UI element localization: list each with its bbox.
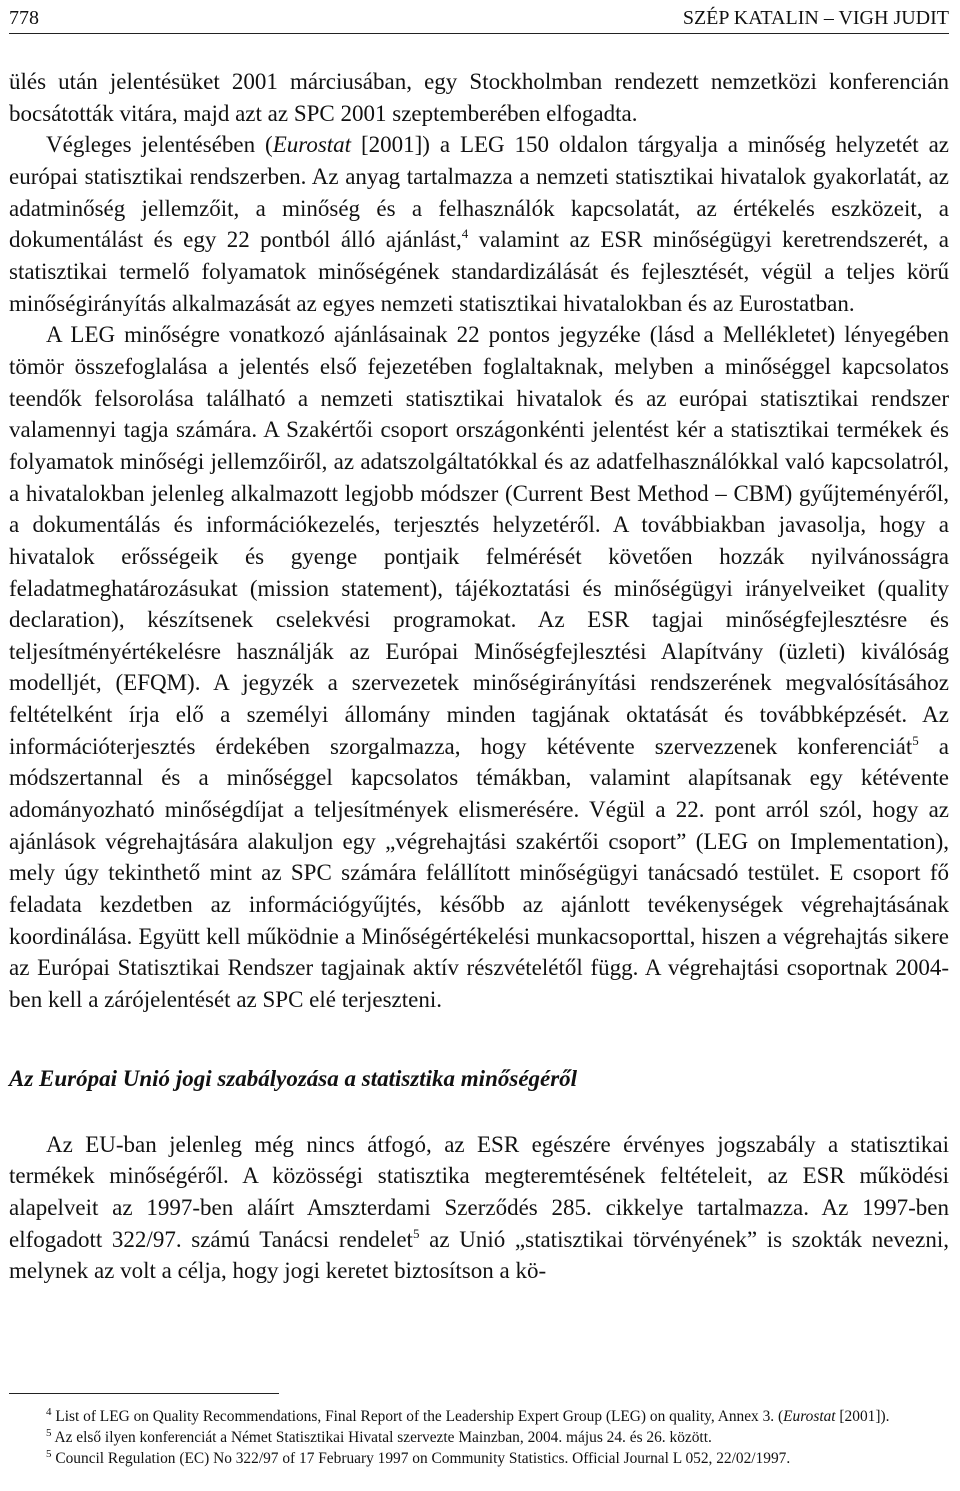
footnote-ref-4[interactable]: 4: [461, 226, 469, 242]
footnote-divider: [9, 1393, 279, 1394]
footnote-5b: [9, 1448, 949, 1469]
paragraph-text: [2001]) a LEG 150 oldalon tárgyalja a minőség helyzetét az európai statisztikai rendszerben. Az anyag tartalmazza a nemzeti statisztikai hivatalok gyakorlatát, az adatminőség jellemzőit, a minőség és a felhasználók kapcsolatát, az értékelés eszközeit, a dokumentálást és egy 22 pontból álló ajánlást,: [9, 132, 949, 253]
paragraph-text: a módszertannal és a minőséggel kapcsolatos témákban, valamint alapítsanak egy kétévente adományozható minőségdíjat a teljesítmények elismerésére. Végül a 22. pont arról szól, hogy az ajánlások végrehajtására alakuljon egy „végrehajtási szakértői csoport” (LEG on Implementation), mely úgy tekinthető mint az SPC számára felállított minőségügyi tanácsadó testület. E csoport fő feladata kezdetben az információgyűjtés, később az ajánlott tevékenységek végrehajtásának koordinálása. Együtt kell működnie a Minőségértékelési munkacsoporttal, hiszen a végrehajtás sikere az Európai Statisztikai Rendszer tagjainak aktív részvételétől függ. A végrehajtási csoportnak 2004-ben kell a zárójelentését az SPC elé terjeszteni.: [9, 733, 949, 1013]
paragraph-continued: [9, 66, 949, 129]
paragraph-text: ülés után jelentésüket 2001 márciusában, egy Stockholmban rendezett nemzetközi konferencián bocsátották vitára, majd azt az SPC 2001 szeptemberében elfogadta.: [9, 69, 949, 126]
footnote-ref-5b[interactable]: 5: [412, 1225, 420, 1241]
eurostat-citation: Eurostat: [783, 1408, 836, 1425]
footnote-5: [9, 1427, 949, 1448]
footnote-text: Az első ilyen konferenciát a Német Statisztikai Hivatal szervezte Mainzban, 2004. május 24. és 26. között.: [51, 1429, 712, 1446]
running-header: [9, 0, 949, 34]
paragraph-recommendations: [9, 319, 949, 1015]
header-authors: SZÉP KATALIN – VIGH JUDIT: [682, 7, 949, 29]
footnote-text: Council Regulation (EC) No 322/97 of 17 February 1997 on Community Statistics. Official Journal L 052, 22/02/1997.: [51, 1450, 791, 1467]
footnotes: [9, 1406, 949, 1469]
paragraph-text: Az EU-ban jelenleg még nincs átfogó, az ESR egészére érvényes jogszabály a statisztikai termékek minőségéről. A közösségi statisztika megteremtésének feltételeit, az ESR működési alapelveit az 1997-ben aláírt Amszterdami Szerződés 285. cikkelye tartalmazza. Az 1997-ben elfogadott 322/97. számú Tanácsi rendelet: [9, 1131, 949, 1252]
footnote-ref-5[interactable]: 5: [912, 732, 919, 748]
page-number: 778: [9, 7, 39, 29]
paragraph-text: valamint az ESR minőségügyi keretrendszerét, a statisztikai termelő folyamatok minőségének standardizálását és fejlesztését, végül a teljes körű minőségirányítás alkalmazását az egyes nemzeti statisztikai hivatalokban és az Eurostatban.: [9, 227, 949, 316]
paragraph-text: Végleges jelentésében (: [46, 132, 273, 158]
body-text: [9, 66, 949, 1287]
paragraph-text: A LEG minőségre vonatkozó ajánlásainak 22 pontos jegyzéke (lásd a Mellékletet) lényegében tömör összefoglalása a jelentés első fejezetében foglaltaknak, melyben a minőséggel kapcsolatos teendők felsorolása található a nemzeti statisztikai hivatalok és az európai statisztikai rendszer valamennyi tagja számára. A Szakértői csoport országonkénti jelentést kér a statisztikai termékek és folyamatok minőségi jellemzőiről, az adatszolgáltatókkal és az adatfelhasználókkal való kapcsolatról, a hivatalokban jelenleg alkalmazott legjobb módszer (Current Best Method – CBM) gyűjteményéről, a dokumentálás és információkezelés, terjesztés helyzetéről. A továbbiakban javasolja, hogy a hivatalok erősségeik és gyenge pontjaik felmérését követően hozzák nyilvánosságra feladatmeghatározásukat (mission statement), tájékoztatási és minőségügyi irányelveiket (quality declaration), készítsenek cselekvési programokat. Az ESR tagjai minőségfejlesztésre és teljesítményértékelésre használják az Európai Minőségfejlesztési Alapítvány (üzleti) kiválóság modelljét, (EFQM). A jegyzék a szervezetek minőségirányítási rendszerének megvalósításához feltételként írja elő a személyi állomány minden tagjának oktatását és továbbképzését. Az információterjesztés érdekében szorgalmazza, hogy kétévente szervezzenek konferenciát: [9, 322, 949, 759]
paragraph-text: az Unió „statisztikai törvényének” is szokták nevezni, melynek az volt a célja, hogy jogi keretet biztosítson a kö-: [9, 1226, 949, 1284]
footnote-text: List of LEG on Quality Recommendations, Final Report of the Leadership Expert Group (LEG) on quality, Annex 3. (: [51, 1408, 784, 1425]
paragraph-legal-regulation: [9, 1129, 949, 1287]
footnote-mark: 4: [46, 1406, 52, 1418]
eurostat-citation: Eurostat: [272, 132, 352, 158]
section-heading: Az Európai Unió jogi szabályozása a statisztika minőségéről: [9, 1065, 578, 1091]
footnote-4: [9, 1406, 949, 1427]
footnote-mark: 5: [46, 1448, 52, 1460]
paragraph-final-report: [9, 129, 949, 319]
footnote-mark: 5: [46, 1427, 52, 1439]
footnote-text: [2001]).: [835, 1408, 890, 1425]
